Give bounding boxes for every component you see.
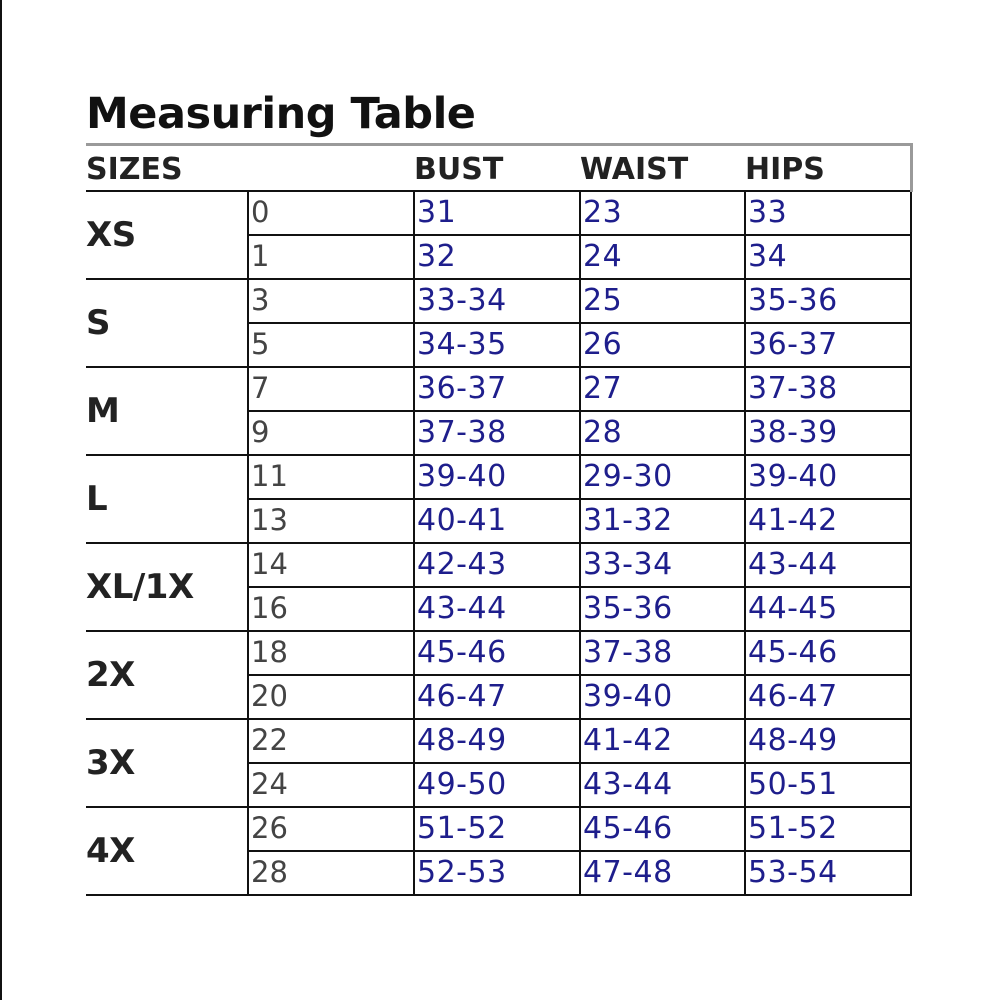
bust-value: 52-53 xyxy=(414,851,580,895)
hips-value: 37-38 xyxy=(745,367,911,411)
bust-value: 32 xyxy=(414,235,580,279)
waist-value: 23 xyxy=(580,191,745,235)
size-number: 7 xyxy=(248,367,414,411)
bust-value: 37-38 xyxy=(414,411,580,455)
table-row xyxy=(86,191,911,235)
size-number: 16 xyxy=(248,587,414,631)
bust-value: 51-52 xyxy=(414,807,580,851)
hips-value: 41-42 xyxy=(745,499,911,543)
size-number: 1 xyxy=(248,235,414,279)
size-label: 2X xyxy=(86,631,248,719)
bust-value: 49-50 xyxy=(414,763,580,807)
size-number: 3 xyxy=(248,279,414,323)
table-row xyxy=(86,543,911,587)
bust-value: 31 xyxy=(414,191,580,235)
hips-value: 51-52 xyxy=(745,807,911,851)
bust-value: 33-34 xyxy=(414,279,580,323)
table-row xyxy=(86,807,911,851)
waist-value: 35-36 xyxy=(580,587,745,631)
waist-value: 41-42 xyxy=(580,719,745,763)
hips-value: 38-39 xyxy=(745,411,911,455)
table-row xyxy=(86,631,911,675)
size-number: 11 xyxy=(248,455,414,499)
hips-value: 39-40 xyxy=(745,455,911,499)
waist-value: 27 xyxy=(580,367,745,411)
waist-value: 26 xyxy=(580,323,745,367)
table-row xyxy=(86,719,911,763)
waist-value: 24 xyxy=(580,235,745,279)
waist-value: 29-30 xyxy=(580,455,745,499)
header-bust: BUST xyxy=(414,145,580,192)
hips-value: 50-51 xyxy=(745,763,911,807)
waist-value: 39-40 xyxy=(580,675,745,719)
size-number: 24 xyxy=(248,763,414,807)
waist-value: 31-32 xyxy=(580,499,745,543)
size-number: 26 xyxy=(248,807,414,851)
bust-value: 43-44 xyxy=(414,587,580,631)
table-row xyxy=(86,279,911,323)
size-number: 14 xyxy=(248,543,414,587)
waist-value: 25 xyxy=(580,279,745,323)
bust-value: 40-41 xyxy=(414,499,580,543)
measuring-table xyxy=(86,143,913,896)
hips-value: 48-49 xyxy=(745,719,911,763)
left-edge-rule xyxy=(0,0,2,1000)
table-header-row xyxy=(86,145,911,192)
bust-value: 46-47 xyxy=(414,675,580,719)
bust-value: 42-43 xyxy=(414,543,580,587)
bust-value: 36-37 xyxy=(414,367,580,411)
size-number: 0 xyxy=(248,191,414,235)
size-number: 22 xyxy=(248,719,414,763)
waist-value: 33-34 xyxy=(580,543,745,587)
size-label: 3X xyxy=(86,719,248,807)
waist-value: 43-44 xyxy=(580,763,745,807)
hips-value: 53-54 xyxy=(745,851,911,895)
size-number: 18 xyxy=(248,631,414,675)
table-row xyxy=(86,455,911,499)
bust-value: 34-35 xyxy=(414,323,580,367)
waist-value: 47-48 xyxy=(580,851,745,895)
size-number: 13 xyxy=(248,499,414,543)
size-label: 4X xyxy=(86,807,248,895)
waist-value: 28 xyxy=(580,411,745,455)
size-label: S xyxy=(86,279,248,367)
hips-value: 34 xyxy=(745,235,911,279)
waist-value: 37-38 xyxy=(580,631,745,675)
waist-value: 45-46 xyxy=(580,807,745,851)
size-label: L xyxy=(86,455,248,543)
header-sizes: SIZES xyxy=(86,145,414,192)
header-hips: HIPS xyxy=(745,145,911,192)
size-number: 9 xyxy=(248,411,414,455)
page-title: Measuring Table xyxy=(86,89,476,139)
size-number: 5 xyxy=(248,323,414,367)
hips-value: 46-47 xyxy=(745,675,911,719)
hips-value: 36-37 xyxy=(745,323,911,367)
table-row xyxy=(86,367,911,411)
hips-value: 35-36 xyxy=(745,279,911,323)
header-waist: WAIST xyxy=(580,145,745,192)
size-label: XS xyxy=(86,191,248,279)
size-label: M xyxy=(86,367,248,455)
bust-value: 45-46 xyxy=(414,631,580,675)
size-number: 20 xyxy=(248,675,414,719)
bust-value: 39-40 xyxy=(414,455,580,499)
bust-value: 48-49 xyxy=(414,719,580,763)
hips-value: 33 xyxy=(745,191,911,235)
hips-value: 43-44 xyxy=(745,543,911,587)
hips-value: 44-45 xyxy=(745,587,911,631)
hips-value: 45-46 xyxy=(745,631,911,675)
size-label: XL/1X xyxy=(86,543,248,631)
size-number: 28 xyxy=(248,851,414,895)
